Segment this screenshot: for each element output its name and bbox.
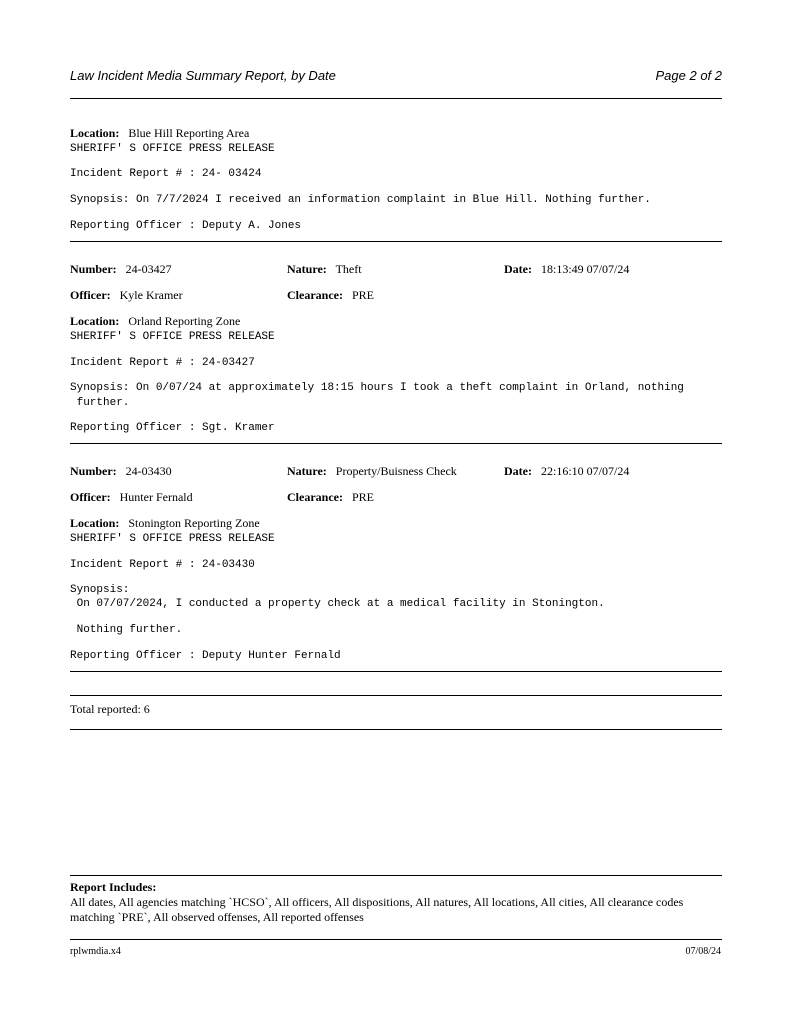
press-release-line: SHERIFF' S OFFICE PRESS RELEASE	[70, 143, 275, 155]
record-location-row	[70, 516, 260, 531]
clearance-label: Clearance:	[287, 288, 343, 302]
synopsis-continuation-line: Nothing further.	[70, 624, 183, 636]
footer-divider	[70, 939, 722, 940]
clearance-label: Clearance:	[287, 490, 343, 504]
incident-report-line: Incident Report # : 24-03430	[70, 559, 255, 571]
record-date-field	[504, 262, 629, 277]
reporting-officer-line: Reporting Officer : Deputy A. Jones	[70, 220, 302, 232]
date-value: 18:13:49 07/07/24	[540, 262, 630, 276]
footer-date: 07/08/24	[685, 946, 721, 957]
incident-report-line: Incident Report # : 24- 03424	[70, 168, 262, 180]
number-label: Number:	[70, 262, 117, 276]
record-clearance-field	[287, 490, 374, 505]
clearance-value: PRE	[351, 288, 374, 302]
record-number-field	[70, 262, 172, 277]
record-divider	[70, 671, 722, 672]
page-number: Page 2 of 2	[655, 68, 722, 83]
record-location-row	[70, 314, 240, 329]
record-divider	[70, 443, 722, 444]
record-date-field	[504, 464, 629, 479]
record-nature-field	[287, 262, 362, 277]
clearance-value: PRE	[351, 490, 374, 504]
report-header	[70, 68, 722, 86]
location-label: Location:	[70, 314, 120, 328]
footer-report-id: rplwmdia.x4	[70, 946, 121, 957]
record-nature-field	[287, 464, 457, 479]
incident-report-line: Incident Report # : 24-03427	[70, 357, 255, 369]
synopsis-line: Synopsis: On 7/7/2024 I received an information complaint in Blue Hill. Nothing further.	[70, 194, 651, 206]
nature-label: Nature:	[287, 262, 327, 276]
press-release-line: SHERIFF' S OFFICE PRESS RELEASE	[70, 533, 275, 545]
nature-value: Property/Buisness Check	[335, 464, 457, 478]
total-reported: Total reported: 6	[70, 702, 150, 716]
synopsis-continuation-line: further.	[70, 397, 130, 409]
location-value: Stonington Reporting Zone	[128, 516, 260, 530]
total-bottom-divider	[70, 729, 722, 730]
report-includes-text: All dates, All agencies matching `HCSO`, All officers, All dispositions, All natures, All locations, All cities, All clearance codes matching `PRE`, All observed offenses, All reported offenses	[70, 895, 684, 924]
officer-label: Officer:	[70, 288, 111, 302]
report-includes-title: Report Includes:	[70, 880, 157, 894]
record-divider	[70, 241, 722, 242]
report-title: Law Incident Media Summary Report, by Date	[70, 68, 336, 83]
record-officer-field	[70, 490, 193, 505]
record-officer-field	[70, 288, 183, 303]
location-value: Orland Reporting Zone	[128, 314, 241, 328]
includes-top-divider	[70, 875, 722, 876]
record-number-field	[70, 464, 172, 479]
record-clearance-field	[287, 288, 374, 303]
nature-label: Nature:	[287, 464, 327, 478]
number-value: 24-03430	[125, 464, 172, 478]
date-label: Date:	[504, 464, 532, 478]
number-value: 24-03427	[125, 262, 172, 276]
date-value: 22:16:10 07/07/24	[540, 464, 630, 478]
date-label: Date:	[504, 262, 532, 276]
record-location-row	[70, 126, 249, 141]
synopsis-label-line: Synopsis:	[70, 584, 130, 596]
synopsis-line: Synopsis: On 0/07/24 at approximately 18:15 hours I took a theft complaint in Orland, nothing	[70, 382, 684, 394]
location-label: Location:	[70, 516, 120, 530]
nature-value: Theft	[335, 262, 362, 276]
reporting-officer-line: Reporting Officer : Deputy Hunter Fernald	[70, 650, 341, 662]
officer-label: Officer:	[70, 490, 111, 504]
officer-value: Kyle Kramer	[119, 288, 183, 302]
report-includes-section	[70, 880, 720, 925]
location-value: Blue Hill Reporting Area	[128, 126, 250, 140]
header-divider	[70, 98, 722, 99]
reporting-officer-line: Reporting Officer : Sgt. Kramer	[70, 422, 275, 434]
total-top-divider	[70, 695, 722, 696]
officer-value: Hunter Fernald	[119, 490, 193, 504]
number-label: Number:	[70, 464, 117, 478]
press-release-line: SHERIFF' S OFFICE PRESS RELEASE	[70, 331, 275, 343]
location-label: Location:	[70, 126, 120, 140]
synopsis-line: On 07/07/2024, I conducted a property check at a medical facility in Stonington.	[70, 598, 605, 610]
